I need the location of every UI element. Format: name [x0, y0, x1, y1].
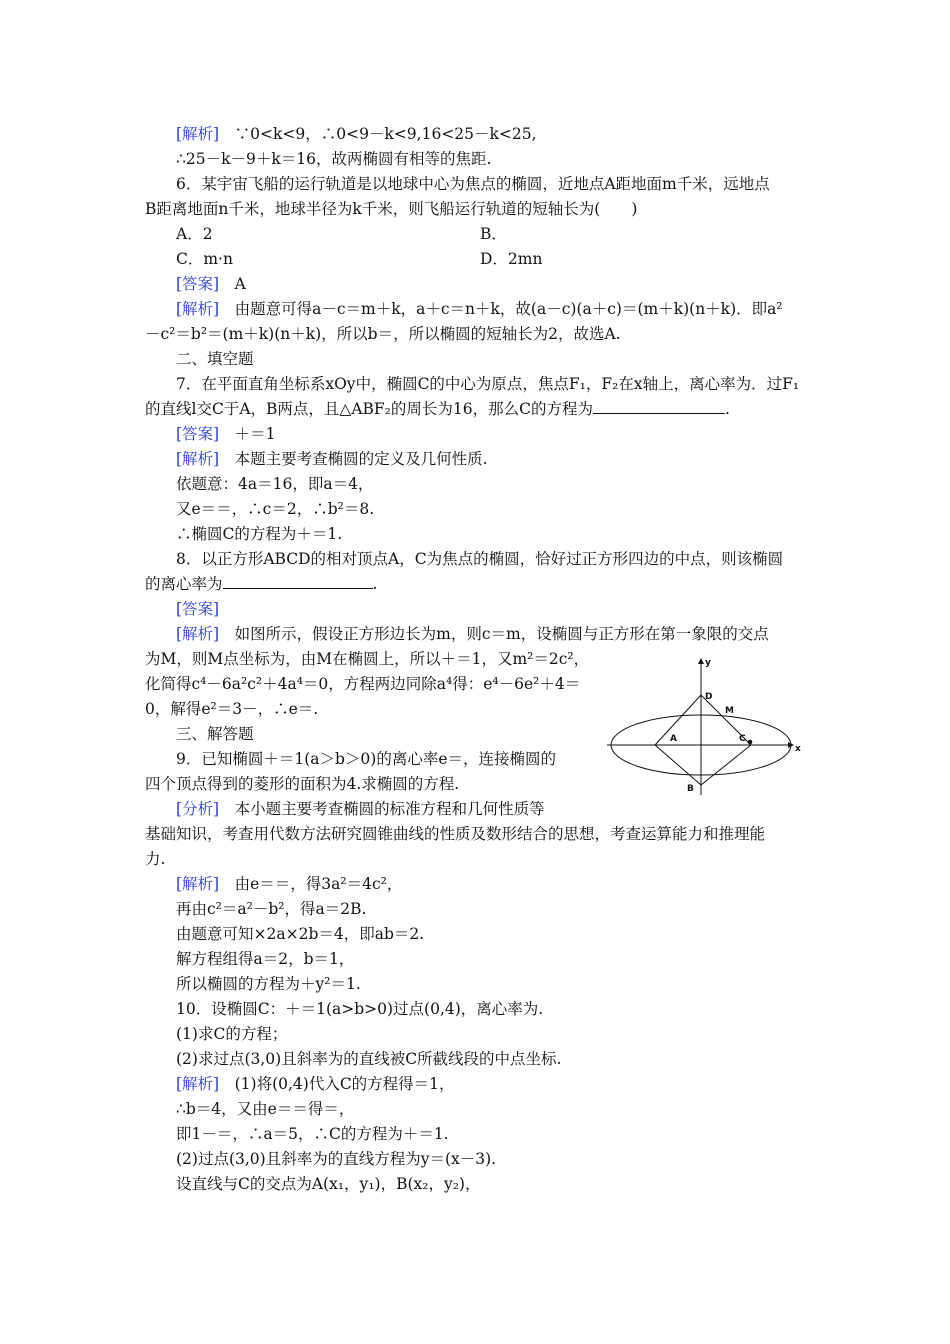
- answer-line: [答案] A: [176, 275, 246, 293]
- section-heading: 三、解答题: [176, 725, 254, 743]
- text-line: [解析] 由e＝＝，得3a²＝4c²，: [176, 875, 403, 893]
- text-line: ∴b＝4，又由e＝＝得＝，: [176, 1100, 355, 1118]
- option-c: C．m·n: [176, 250, 233, 268]
- ellipse-square-figure: [607, 655, 803, 795]
- text-line: 解方程组得a＝2，b＝1，: [176, 950, 355, 968]
- label-analysis: [解析]: [176, 125, 220, 143]
- text-line: [解析] (1)将(0,4)代入C的方程得＝1，: [176, 1075, 455, 1093]
- text-line: ∴25－k－9＋k＝16，故两椭圆有相等的焦距.: [176, 150, 492, 168]
- answer-line: [176, 599, 219, 619]
- label-analysis-hint: [分析]: [176, 800, 220, 818]
- point-d-label: D: [705, 692, 713, 702]
- text-line: 的离心率为 .: [145, 575, 378, 593]
- text-line: 由题意可知×2a×2b＝4，即ab＝2.: [176, 925, 425, 943]
- point-m-label: M: [725, 706, 734, 716]
- text-line: 依题意：4a＝16，即a＝4，: [176, 475, 374, 493]
- text-line: －c²＝b²＝(m＋k)(n＋k)，所以b＝，所以椭圆的短轴长为2，故选A.: [145, 325, 621, 343]
- text-line: 0，解得e²＝3－，∴e＝.: [145, 700, 319, 718]
- question-8: 8．以正方形ABCD的相对顶点A，C为焦点的椭圆，恰好过正方形四边的中点，则该椭圆: [176, 550, 784, 568]
- label-answer: [答案]: [176, 425, 220, 443]
- label-answer: [答案]: [176, 275, 220, 293]
- text-line: 为M，则M点坐标为，由M在椭圆上，所以＋＝1，又m²＝2c²，: [145, 650, 590, 668]
- text-line: 的直线l交C于A，B两点，且△ABF₂的周长为16，那么C的方程为 .: [145, 400, 730, 418]
- label-analysis: [解析]: [176, 300, 220, 318]
- text-line: (2)求过点(3,0)且斜率为的直线被C所截线段的中点坐标.: [176, 1050, 562, 1068]
- text-line: 基础知识，考查用代数方法研究圆锥曲线的性质及数形结合的思想，考查运算能力和推理能: [145, 825, 766, 843]
- text-line: 又e＝＝，∴c＝2，∴b²＝8.: [176, 500, 375, 518]
- text-line: 所以椭圆的方程为＋y²＝1.: [176, 975, 361, 993]
- text-line: 再由c²＝a²－b²，得a＝2B.: [176, 900, 367, 918]
- answer-line: [答案] ＋＝1: [176, 425, 276, 443]
- text-line: 化简得c⁴－6a²c²＋4a⁴＝0，方程两边同除a⁴得：e⁴－6e²＋4＝: [145, 675, 581, 693]
- text-line: B距离地面n千米，地球半径为k千米，则飞船运行轨道的短轴长为( ): [145, 200, 638, 218]
- text-line: [解析] ∵0<k<9，∴0<9－k<9,16<25－k<25,: [176, 125, 537, 143]
- y-axis-label: y: [705, 658, 711, 668]
- option-a: A．2: [176, 225, 213, 243]
- option-b: B．: [480, 225, 507, 243]
- question-9: 9．已知椭圆＋＝1(a＞b＞0)的离心率e＝，连接椭圆的: [176, 750, 557, 768]
- text-line: [解析] 由题意可得a－c＝m＋k，a＋c＝n＋k，故(a－c)(a＋c)＝(m＋k)(n＋k)．即a²: [176, 300, 783, 318]
- section-heading: 二、填空题: [176, 350, 254, 368]
- option-d: D．2mn: [480, 250, 543, 268]
- x-axis-label: x: [795, 744, 801, 754]
- text-line: 力.: [145, 850, 166, 868]
- question-7: 7．在平面直角坐标系xOy中，椭圆C的中心为原点，焦点F₁，F₂在x轴上，离心率为．过F₁: [176, 375, 800, 393]
- text-line: [解析] 本题主要考查椭圆的定义及几何性质.: [176, 450, 488, 468]
- text-line: 设直线与C的交点为A(x₁，y₁)，B(x₂，y₂)，: [176, 1175, 481, 1193]
- point-a-label: A: [670, 734, 677, 744]
- text-line: [解析] 如图所示，假设正方形边长为m，则c＝m，设椭圆与正方形在第一象限的交点: [176, 625, 769, 643]
- text-line: [分析] 本小题主要考查椭圆的标准方程和几何性质等: [176, 800, 545, 818]
- question-10: 10．设椭圆C：＋＝1(a>b>0)过点(0,4)，离心率为.: [176, 1000, 544, 1018]
- answer-blank: [223, 574, 373, 589]
- answer-blank: [593, 399, 725, 414]
- text-line: 即1－＝，∴a＝5，∴C的方程为＋＝1.: [176, 1125, 449, 1143]
- label-answer: [答案]: [176, 600, 220, 618]
- point-b-label: B: [687, 784, 694, 794]
- point-c-label: C: [739, 734, 746, 744]
- text-line: ∴椭圆C的方程为＋＝1.: [176, 525, 343, 543]
- focus-point-c: [748, 740, 753, 745]
- text-line: (2)过点(3,0)且斜率为的直线方程为y＝(x－3).: [176, 1150, 497, 1168]
- label-analysis: [解析]: [176, 1075, 220, 1093]
- question-6: 6．某宇宙飞船的运行轨道是以地球中心为焦点的椭圆，近地点A距地面m千米，远地点: [176, 175, 770, 193]
- label-analysis: [解析]: [176, 625, 220, 643]
- label-analysis: [解析]: [176, 875, 220, 893]
- label-analysis: [解析]: [176, 450, 220, 468]
- text-line: (1)求C的方程；: [176, 1025, 288, 1043]
- text-line: 四个顶点得到的菱形的面积为4.求椭圆的方程.: [145, 775, 460, 793]
